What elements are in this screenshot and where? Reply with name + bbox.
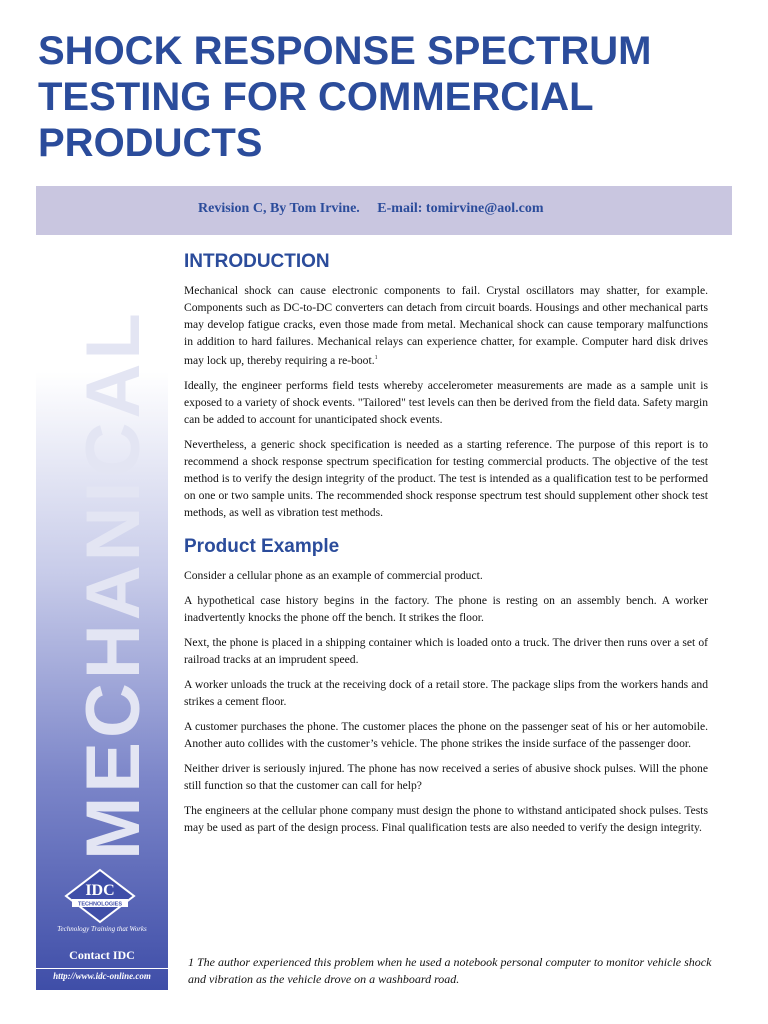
product-paragraph: Neither driver is seriously injured. The phone has now received a series of abusive shock pulses. Will the phone still function so that the customer can call for help? (184, 761, 708, 792)
intro-paragraph: Ideally, the engineer performs field tests whereby accelerometer measurements are made as a sample unit is exposed to a variety of shock events. "Tailored" test levels can then be derived from the field data. Safety margin can be added to account for unanticipated shock events. (184, 378, 708, 426)
title-line: SHOCK RESPONSE SPECTRUM (38, 29, 652, 73)
revision-author-email: Revision C, By Tom Irvine. E-mail: tomirvine@aol.com (198, 201, 544, 216)
contact-idc-label[interactable]: Contact IDC (69, 948, 135, 962)
product-paragraph: A hypothetical case history begins in the factory. The phone is resting on an assembly bench. A worker inadvertently knocks the phone off the bench. It strikes the floor. (184, 593, 708, 624)
intro-paragraph: Mechanical shock can cause electronic components to fail. Crystal oscillators may shatter, for example. Components such as DC-to-DC converters can detach from circuit boards. Housings and other mechanical parts may develop fatigue cracks, even those made from metal. Mechanical shock can cause temporary malfunctions in addition to hard failures. Mechanical relays can experience chatter, for example. Computer hard disk drives may lock up, thereby requiring a re-boot.$^1$ (184, 284, 708, 367)
intro-paragraph: Nevertheless, a generic shock specification is needed as a starting reference. The purpose of this report is to recommend a shock response spectrum specification for testing commercial products. The objective of the test method is to verify the design integrity of the product. The test is intended as a qualification test to be performed on one or two sample units. The recommended shock response spectrum test should supplement other shock test methods, as well as vibration test methods. (184, 437, 708, 519)
product-paragraph: Consider a cellular phone as an example of commercial product. (184, 568, 483, 582)
title-line: PRODUCTS (38, 121, 263, 165)
product-paragraph: The engineers at the cellular phone company must design the phone to withstand anticipated shock pulses. Tests may be used as part of the design process. Final qualification tests are also needed to verify the design integrity. (184, 803, 708, 834)
logo-text: IDC (85, 882, 115, 899)
page-title (38, 28, 738, 166)
introduction-heading: INTRODUCTION (184, 251, 330, 272)
footnote: 1 The author experienced this problem when he used a notebook personal computer to monitor vehicle shock and vibration as the vehicle drove on a washboard road. (188, 955, 712, 986)
tagline: Technology Training that Works (57, 925, 147, 933)
footnote-marker: 1 (374, 355, 378, 361)
product-paragraph: A worker unloads the truck at the receiving dock of a retail store. The package slips from the workers hands and strikes a cement floor. (184, 677, 708, 708)
idc-website-link[interactable]: http://www.idc-online.com (36, 968, 168, 981)
product-paragraph: A customer purchases the phone. The customer places the phone on the passenger seat of his or her automobile. Another auto collides with the customer’s vehicle. The phone strikes the inside surface of the passenger door. (184, 719, 708, 750)
sidebar-vertical-word: MECHANICAL (71, 309, 156, 860)
idc-logo-icon (64, 868, 136, 924)
title-line: TESTING FOR COMMERCIAL (38, 75, 594, 119)
product-example-heading: Product Example (184, 535, 340, 557)
logo-subtext: TECHNOLOGIES (77, 901, 123, 908)
main-content (184, 250, 708, 844)
product-paragraph: Next, the phone is placed in a shipping container which is loaded onto a truck. The driver then runs over a set of railroad tracks at an imprudent speed. (184, 635, 708, 666)
